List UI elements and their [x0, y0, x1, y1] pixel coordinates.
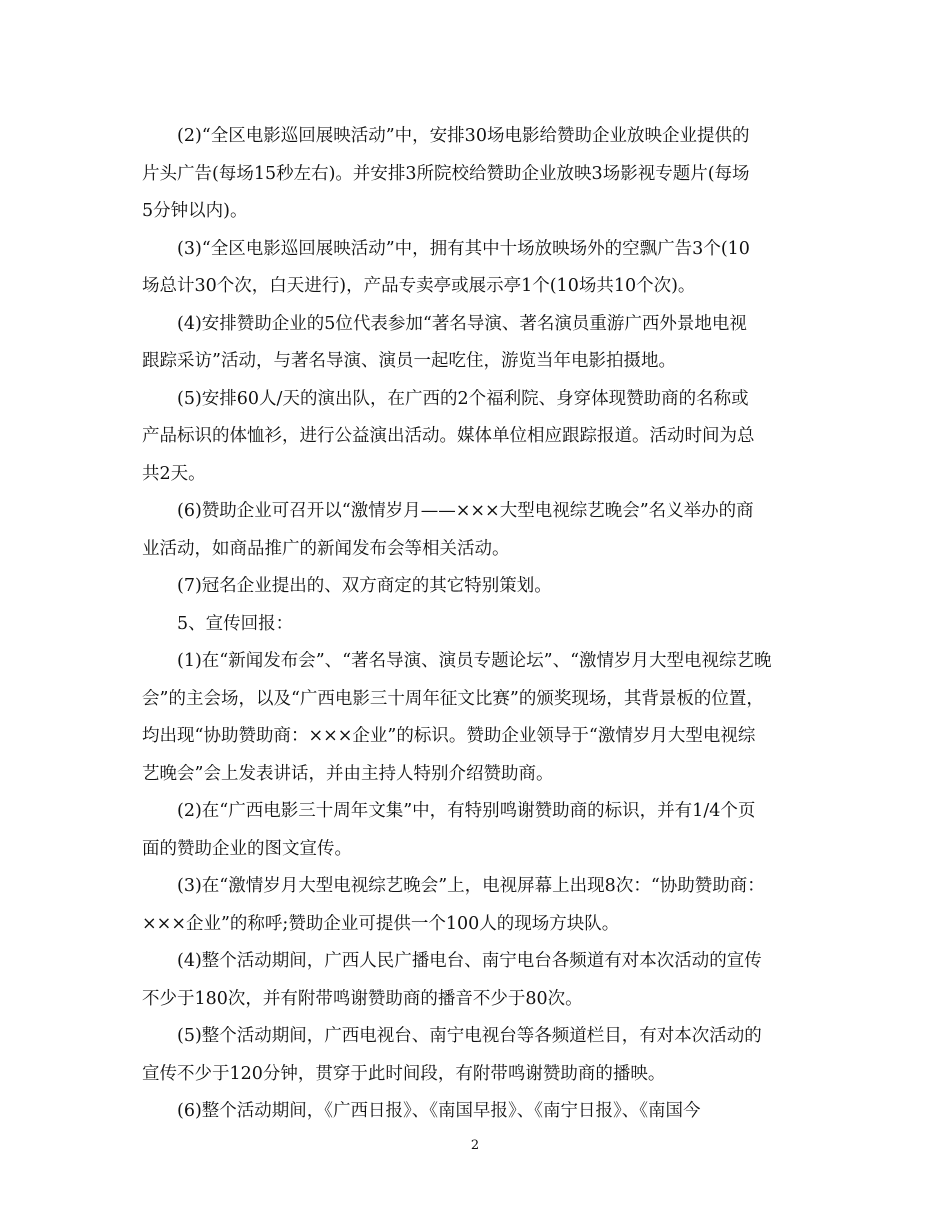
paragraph	[142, 606, 810, 644]
text-line: (3)“全区电影巡回展映活动”中，拥有其中十场放映场外的空飘广告3个(10	[177, 238, 750, 259]
paragraph	[142, 943, 810, 1018]
text-line: 5、宣传回报：	[177, 613, 294, 634]
text-line: (2)在“广西电影三十周年文集”中，有特别鸣谢赞助商的标识，并有1/4个页	[177, 801, 756, 821]
text-line: 跟踪采访”活动，与著名导演、演员一起吃住，游览当年电影拍摄地。	[142, 351, 676, 371]
paragraph	[142, 1093, 810, 1131]
paragraph	[142, 568, 810, 606]
text-line: (6)整个活动期间，《广西日报》、《南国早报》、《南宁日报》、《南国今	[177, 1101, 701, 1121]
text-line: (2)“全区电影巡回展映活动”中，安排30场电影给赞助企业放映企业提供的	[177, 126, 750, 146]
text-line: 会”的主会场，以及“广西电影三十周年征文比赛”的颁奖现场，其背景板的位置，	[142, 688, 764, 709]
text-line: (3)在“激情岁月大型电视综艺晚会”上，电视屏幕上出现8次：“协助赞助商：	[177, 876, 765, 896]
text-line: 均出现“协助赞助商：×××企业”的标识。赞助企业领导于“激情岁月大型电视综	[142, 726, 756, 746]
document-body	[142, 118, 810, 1131]
text-line: 产品标识的体恤衫，进行公益演出活动。媒体单位相应跟踪报道。活动时间为总	[142, 426, 755, 446]
paragraph	[142, 231, 810, 306]
text-line: 艺晚会”会上发表讲话，并由主持人特别介绍赞助商。	[142, 763, 554, 784]
paragraph	[142, 493, 810, 568]
text-line: 场总计30个次，白天进行)，产品专卖亭或展示亭1个(10场共10个次)。	[142, 276, 696, 296]
text-line: 宣传不少于120分钟，贯穿于此时间段，有附带鸣谢赞助商的播映。	[142, 1063, 666, 1084]
text-line: (4)整个活动期间，广西人民广播电台、南宁电台各频道有对本次活动的宣传	[177, 951, 762, 971]
paragraph	[142, 118, 810, 231]
paragraph	[142, 381, 810, 494]
text-line: (4)安排赞助企业的5位代表参加“著名导演、著名演员重游广西外景地电视	[177, 313, 747, 334]
text-line: (5)整个活动期间，广西电视台、南宁电视台等各频道栏目，有对本次活动的	[177, 1026, 762, 1046]
text-line: 共2天。	[142, 463, 206, 484]
text-line: (6)赞助企业可召开以“激情岁月——×××大型电视综艺晚会”名义举办的商	[177, 501, 754, 521]
text-line: (1)在“新闻发布会”、“著名导演、演员专题论坛”、“激情岁月大型电视综艺晚	[177, 651, 772, 671]
text-line: 不少于180次，并有附带鸣谢赞助商的播音不少于80次。	[142, 988, 583, 1009]
paragraph	[142, 306, 810, 381]
text-line: 片头广告(每场15秒左右)。并安排3所院校给赞助企业放映3场影视专题片(每场	[142, 163, 750, 184]
page-number: 2	[470, 1138, 480, 1153]
paragraph	[142, 793, 810, 868]
paragraph	[142, 1018, 810, 1093]
text-line: (7)冠名企业提出的、双方商定的其它特别策划。	[177, 576, 552, 596]
text-line: ×××企业”的称呼;赞助企业可提供一个100人的现场方块队。	[142, 913, 620, 934]
paragraph	[142, 868, 810, 943]
text-line: 业活动，如商品推广的新闻发布会等相关活动。	[142, 538, 510, 559]
paragraph	[142, 643, 810, 793]
text-line: 5分钟以内)。	[142, 201, 248, 221]
text-line: 面的赞助企业的图文宣传。	[142, 838, 352, 859]
text-line: (5)安排60人/天的演出队，在广西的2个福利院、身穿体现赞助商的名称或	[177, 388, 749, 409]
